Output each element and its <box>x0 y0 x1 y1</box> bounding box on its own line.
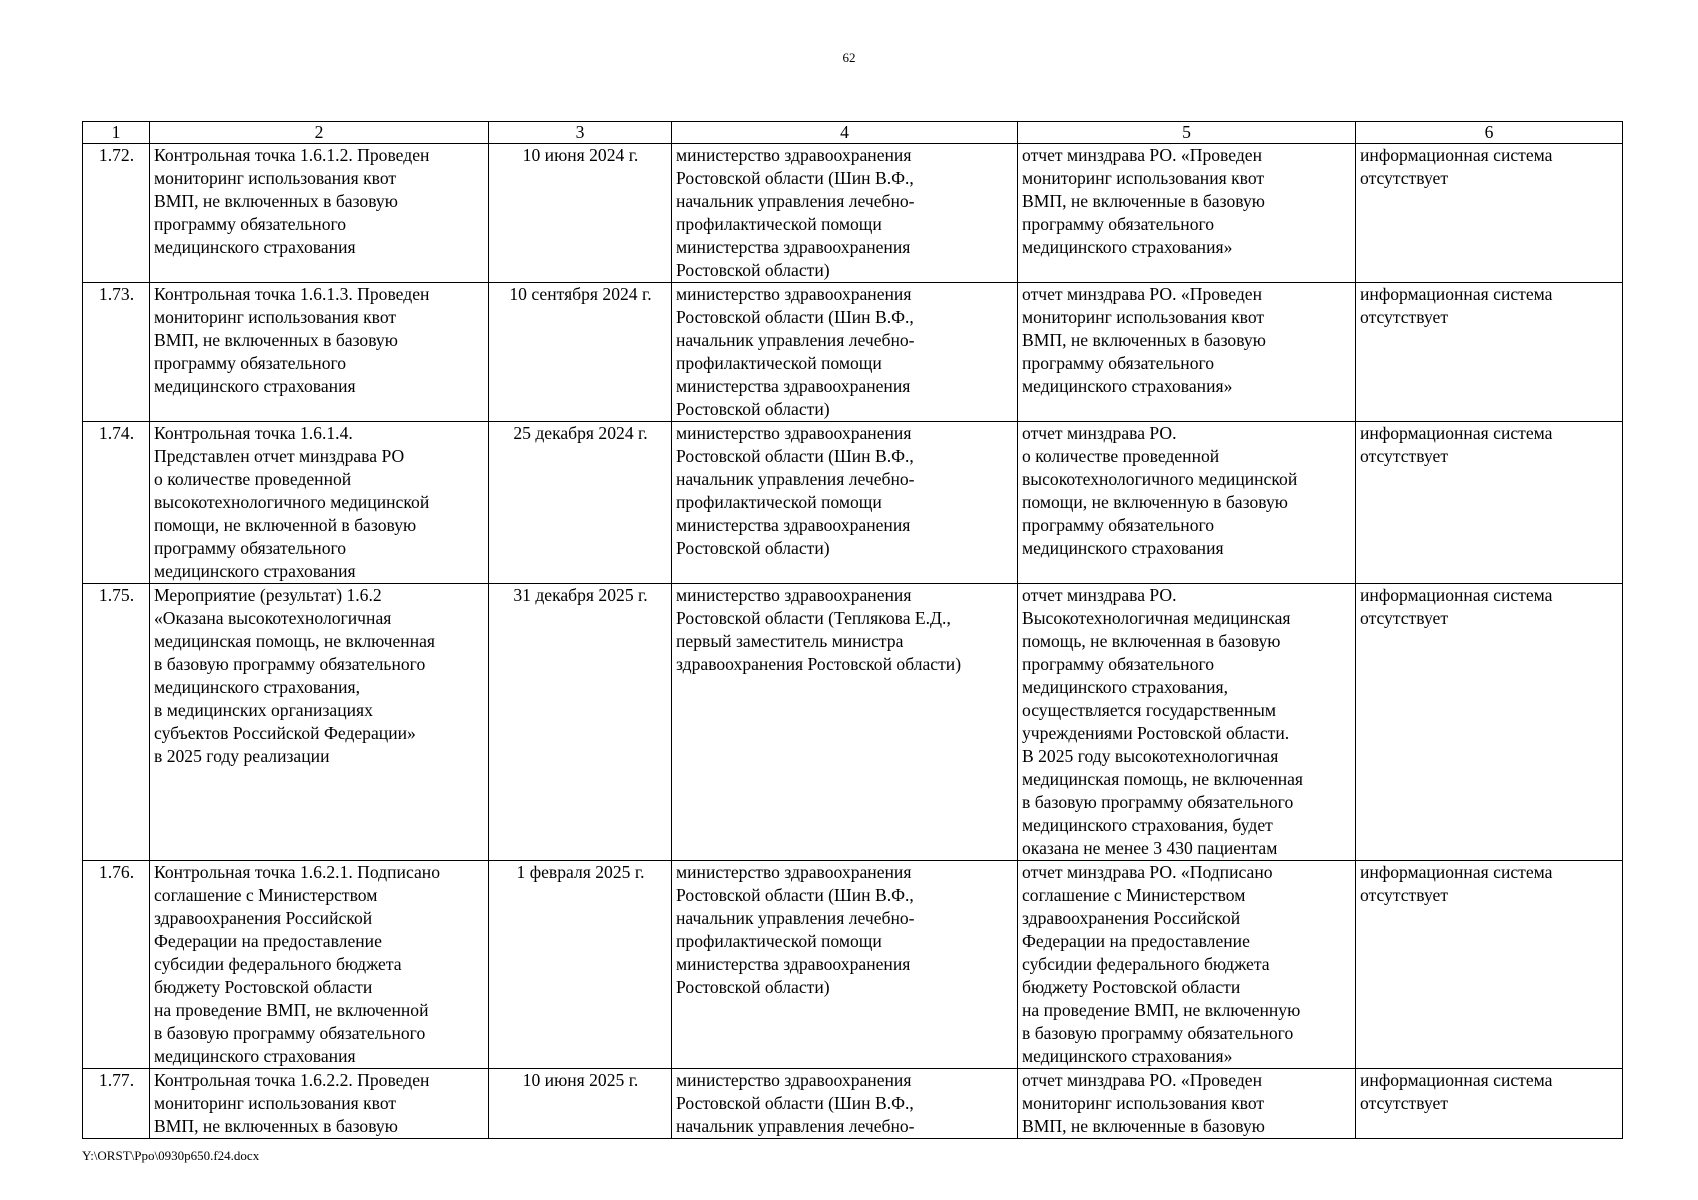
row-date: 10 июня 2024 г. <box>489 144 672 283</box>
row-responsible: министерство здравоохранения Ростовской области (Шин В.Ф., начальник управления лечебно- профилактической помощи министерства здравоохранения Ростовской области) <box>672 283 1018 422</box>
row-document: отчет минздрава РО. «Проведен мониторинг использования квот ВМП, не включенные в базовую <box>1018 1069 1356 1139</box>
row-date: 10 июня 2025 г. <box>489 1069 672 1139</box>
row-number: 1.73. <box>83 283 150 422</box>
row-description: Контрольная точка 1.6.1.2. Проведен мониторинг использования квот ВМП, не включенных в базовую программу обязательного медицинского страхования <box>150 144 489 283</box>
row-description: Контрольная точка 1.6.2.1. Подписано соглашение с Министерством здравоохранения Российской Федерации на предоставление субсидии федерального бюджета бюджету Ростовской области на проведение ВМП, не включенной в базовую программу обязательного медицинского страхования <box>150 861 489 1069</box>
row-date: 1 февраля 2025 г. <box>489 861 672 1069</box>
row-system: информационная система отсутствует <box>1356 283 1623 422</box>
row-date: 25 декабря 2024 г. <box>489 422 672 584</box>
row-system: информационная система отсутствует <box>1356 861 1623 1069</box>
row-description: Контрольная точка 1.6.1.3. Проведен мониторинг использования квот ВМП, не включенных в базовую программу обязательного медицинского страхования <box>150 283 489 422</box>
row-date: 10 сентября 2024 г. <box>489 283 672 422</box>
table-row <box>83 422 1623 584</box>
row-system: информационная система отсутствует <box>1356 144 1623 283</box>
column-header: 3 <box>489 122 672 144</box>
table-row <box>83 144 1623 283</box>
row-system: информационная система отсутствует <box>1356 422 1623 584</box>
row-description: Контрольная точка 1.6.2.2. Проведен мониторинг использования квот ВМП, не включенных в базовую <box>150 1069 489 1139</box>
row-description: Мероприятие (результат) 1.6.2 «Оказана высокотехнологичная медицинская помощь, не включенная в базовую программу обязательного медицинского страхования, в медицинских организациях субъектов Российской Федерации» в 2025 году реализации <box>150 584 489 861</box>
row-responsible: министерство здравоохранения Ростовской области (Шин В.Ф., начальник управления лечебно- профилактической помощи министерства здравоохранения Ростовской области) <box>672 144 1018 283</box>
row-description: Контрольная точка 1.6.1.4. Представлен отчет минздрава РО о количестве проведенной высокотехнологичного медицинской помощи, не включенной в базовую программу обязательного медицинского страхования <box>150 422 489 584</box>
row-document: отчет минздрава РО. о количестве проведенной высокотехнологичного медицинской помощи, не включенную в базовую программу обязательного медицинского страхования <box>1018 422 1356 584</box>
table-row <box>83 861 1623 1069</box>
row-responsible: министерство здравоохранения Ростовской области (Теплякова Е.Д., первый заместитель министра здравоохранения Ростовской области) <box>672 584 1018 861</box>
column-header: 2 <box>150 122 489 144</box>
table-row <box>83 283 1623 422</box>
row-number: 1.77. <box>83 1069 150 1139</box>
row-document: отчет минздрава РО. «Подписано соглашение с Министерством здравоохранения Российской Федерации на предоставление субсидии федерального бюджета бюджету Ростовской области на проведение ВМП, не включенную в базовую программу обязательного медицинского страхования» <box>1018 861 1356 1069</box>
row-number: 1.74. <box>83 422 150 584</box>
footer-file-path: Y:\ORST\Ppo\0930p650.f24.docx <box>82 1148 260 1163</box>
row-document: отчет минздрава РО. «Проведен мониторинг использования квот ВМП, не включенных в базовую программу обязательного медицинского страхования» <box>1018 283 1356 422</box>
column-header: 5 <box>1018 122 1356 144</box>
header-row <box>83 122 1623 144</box>
row-number: 1.76. <box>83 861 150 1069</box>
row-responsible: министерство здравоохранения Ростовской области (Шин В.Ф., начальник управления лечебно- профилактической помощи министерства здравоохранения Ростовской области) <box>672 422 1018 584</box>
row-responsible: министерство здравоохранения Ростовской области (Шин В.Ф., начальник управления лечебно- профилактической помощи министерства здравоохранения Ростовской области) <box>672 861 1018 1069</box>
column-header: 4 <box>672 122 1018 144</box>
column-header: 1 <box>83 122 150 144</box>
row-responsible: министерство здравоохранения Ростовской области (Шин В.Ф., начальник управления лечебно- <box>672 1069 1018 1139</box>
row-system: информационная система отсутствует <box>1356 1069 1623 1139</box>
row-date: 31 декабря 2025 г. <box>489 584 672 861</box>
row-number: 1.75. <box>83 584 150 861</box>
table-row <box>83 1069 1623 1139</box>
row-system: информационная система отсутствует <box>1356 584 1623 861</box>
column-header: 6 <box>1356 122 1623 144</box>
page-number: 62 <box>842 50 856 65</box>
row-document: отчет минздрава РО. Высокотехнологичная медицинская помощь, не включенная в базовую программу обязательного медицинского страхования, осуществляется государственным учреждениями Ростовской области. В 2025 году высокотехнологичная медицинская помощь, не включенная в базовую программу обязательного медицинского страхования, будет оказана не менее 3 430 пациентам <box>1018 584 1356 861</box>
table-row <box>83 584 1623 861</box>
measures-table <box>82 121 1623 1139</box>
row-document: отчет минздрава РО. «Проведен мониторинг использования квот ВМП, не включенные в базовую программу обязательного медицинского страхования» <box>1018 144 1356 283</box>
row-number: 1.72. <box>83 144 150 283</box>
